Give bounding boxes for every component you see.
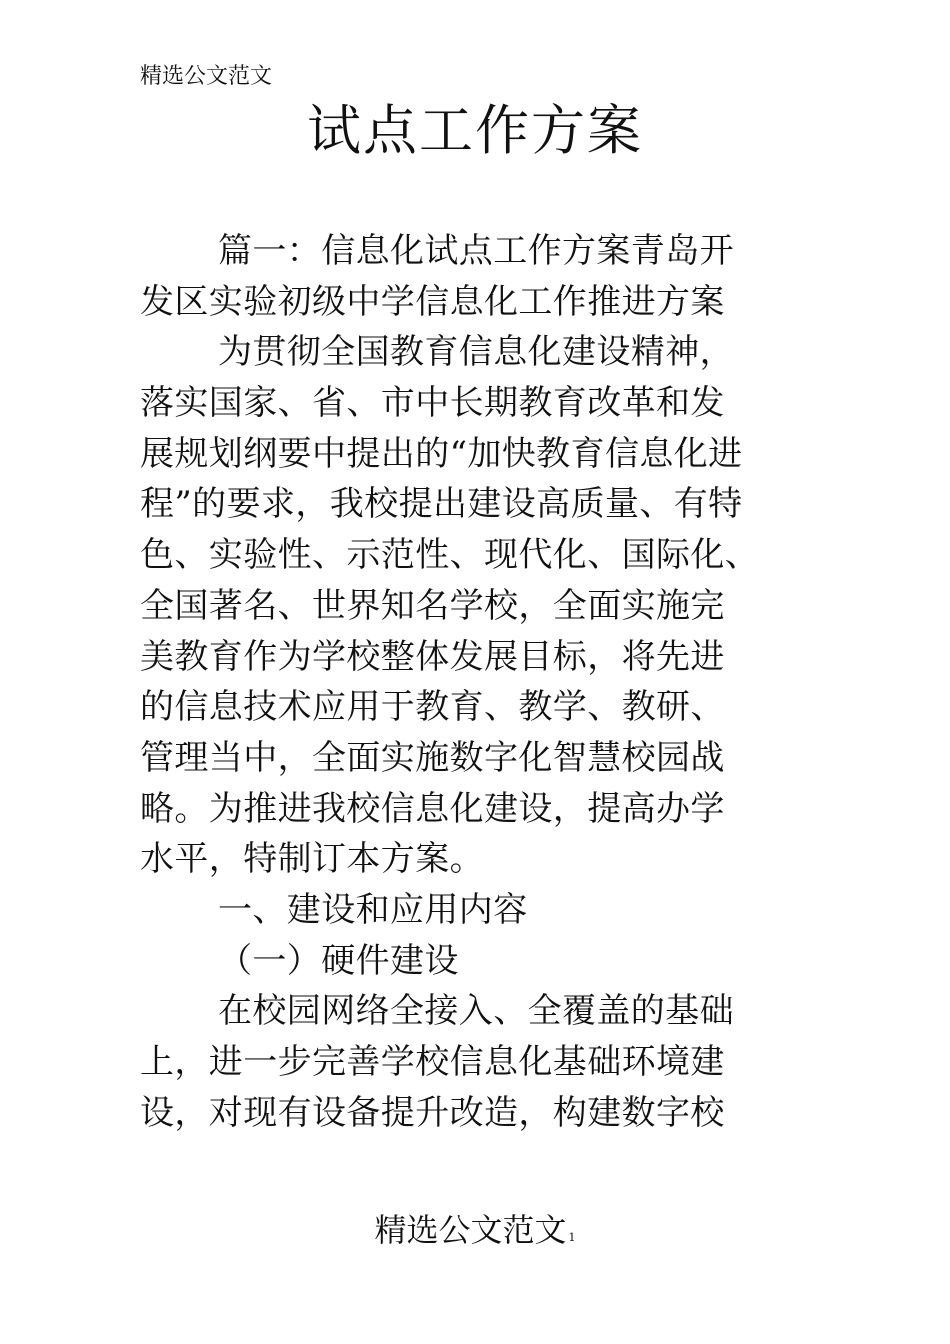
body-line: 为贯彻全国教育信息化建设精神， xyxy=(218,332,734,373)
body-line: 美教育作为学校整体发展目标，将先进 xyxy=(140,636,725,677)
page-footer xyxy=(0,1208,950,1260)
body-line: 的信息技术应用于教育、教学、教研、 xyxy=(140,687,725,728)
body-line: 略。为推进我校信息化建设，提高办学 xyxy=(140,788,725,829)
page-number: 1 xyxy=(568,1231,576,1244)
body-line: 落实国家、省、市中长期教育改革和发 xyxy=(140,383,725,424)
page-header: 精选公文范文 xyxy=(140,64,273,89)
document-body xyxy=(140,226,840,1138)
body-line: 设，对现有设备提升改造，构建数字校 xyxy=(140,1092,725,1133)
body-line: 一、建设和应用内容 xyxy=(218,889,528,930)
footer-text: 精选公文范文 xyxy=(374,1211,567,1249)
body-line: 展规划纲要中提出的“加快教育信息化进 xyxy=(140,433,743,474)
body-line: 上，进一步完善学校信息化基础环境建 xyxy=(140,1042,725,1082)
document-title: 试点工作方案 xyxy=(307,99,643,162)
body-line: 程”的要求，我校提出建设高质量、有特 xyxy=(140,484,743,525)
body-line: 色、实验性、示范性、现代化、国际化、 xyxy=(140,535,760,576)
body-line: 管理当中，全面实施数字化智慧校园战 xyxy=(140,737,725,778)
body-line: （一）硬件建设 xyxy=(218,940,459,981)
body-line: 发区实验初级中学信息化工作推进方案 xyxy=(140,281,725,322)
body-line: 篇一：信息化试点工作方案青岛开 xyxy=(218,231,734,271)
body-line: 水平，特制订本方案。 xyxy=(140,839,484,880)
body-line: 全国著名、世界知名学校，全面实施完 xyxy=(140,585,725,626)
body-line: 在校园网络全接入、全覆盖的基础 xyxy=(218,991,734,1032)
